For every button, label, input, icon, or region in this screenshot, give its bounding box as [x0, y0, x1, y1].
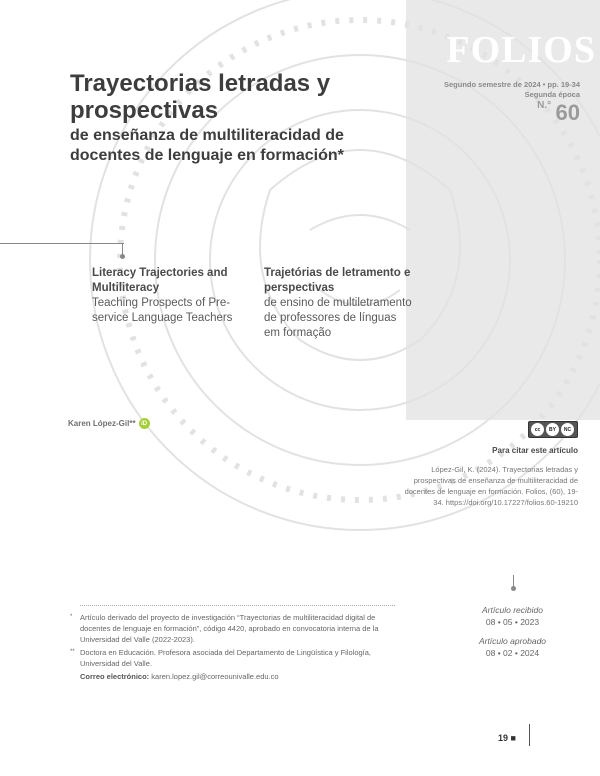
page-number-bar — [529, 724, 530, 746]
journal-meta — [444, 80, 580, 100]
email-link[interactable]: karen.lopez.gil@correounivalle.edu.co — [151, 672, 279, 681]
cc-icon: cc — [531, 423, 544, 436]
dates-dot — [511, 586, 516, 591]
footnote-1-mark: * — [70, 614, 73, 620]
author-line — [68, 418, 150, 429]
email-line — [70, 671, 400, 682]
email-label: Correo electrónico: — [80, 672, 150, 681]
english-title-regular: Teaching Prospects of Pre-service Language Teachers — [92, 297, 233, 324]
english-title — [92, 266, 242, 326]
issue-value: 60 — [555, 100, 580, 125]
footnote-1-text: Artículo derivado del proyecto de investigación “Trayectorias de multiliteracidad digital de docentes de lenguaje en formación”, código 4420, aprobado en convocatoria interna de la Universidad del Valle (2022-2023). — [80, 613, 379, 644]
journal-name: FOLIOS — [446, 29, 596, 71]
issue-number — [537, 100, 580, 126]
approved-label: Artículo aprobado — [478, 636, 547, 646]
divider-line — [0, 243, 124, 244]
journal-meta-line2: Segunda época — [524, 90, 580, 99]
english-title-bold: Literacy Trajectories and Multiliteracy — [92, 267, 228, 294]
page-number: 19 ■ — [498, 733, 516, 743]
footnote-2-text: Doctora en Educación. Profesora asociada del Departamento de Lingüística y Filología, Universidad del Valle. — [80, 648, 372, 668]
journal-meta-line1: Segundo semestre de 2024 • pp. 19-34 — [443, 80, 580, 89]
portuguese-title-bold: Trajetórias de letramento e perspectivas — [264, 267, 411, 294]
footnotes — [70, 612, 400, 682]
citation-heading: Para citar este artículo — [492, 446, 578, 455]
author-name: Karen López-Gil** — [68, 419, 136, 428]
portuguese-title-regular: de ensino de multiletramento de professores de línguas em formação — [264, 297, 412, 339]
received-date: 08 • 05 • 2023 — [485, 617, 540, 627]
footnote-1 — [70, 612, 400, 645]
article-subtitle: de enseñanza de multiliteracidad de docentes de lenguaje en formación* — [70, 127, 344, 164]
article-title: Trayectorias letradas y prospectivas — [70, 70, 331, 124]
approved-date: 08 • 02 • 2024 — [485, 648, 540, 658]
portuguese-title — [264, 266, 414, 341]
footnote-2-mark: ** — [70, 649, 75, 655]
issue-label: N.° — [537, 100, 552, 111]
received-label: Artículo recibido — [482, 605, 543, 615]
article-dates — [450, 604, 575, 666]
orcid-icon[interactable]: iD — [139, 418, 150, 429]
citation-text: López-Gil, K. (2024). Trayectorias letradas y prospectivas de enseñanza de multiliteracidad de docentes de lenguaje en formación. Folios, (60), 19-34. https://doi.org/10.17227/folios.60-19210 — [404, 465, 578, 507]
footnote-separator — [80, 605, 395, 606]
cc-nc-icon: NC — [561, 423, 574, 436]
cc-by-icon: BY — [546, 423, 559, 436]
cc-license-icon[interactable] — [528, 421, 578, 438]
footnote-2 — [70, 647, 400, 669]
divider-dot — [120, 254, 125, 259]
